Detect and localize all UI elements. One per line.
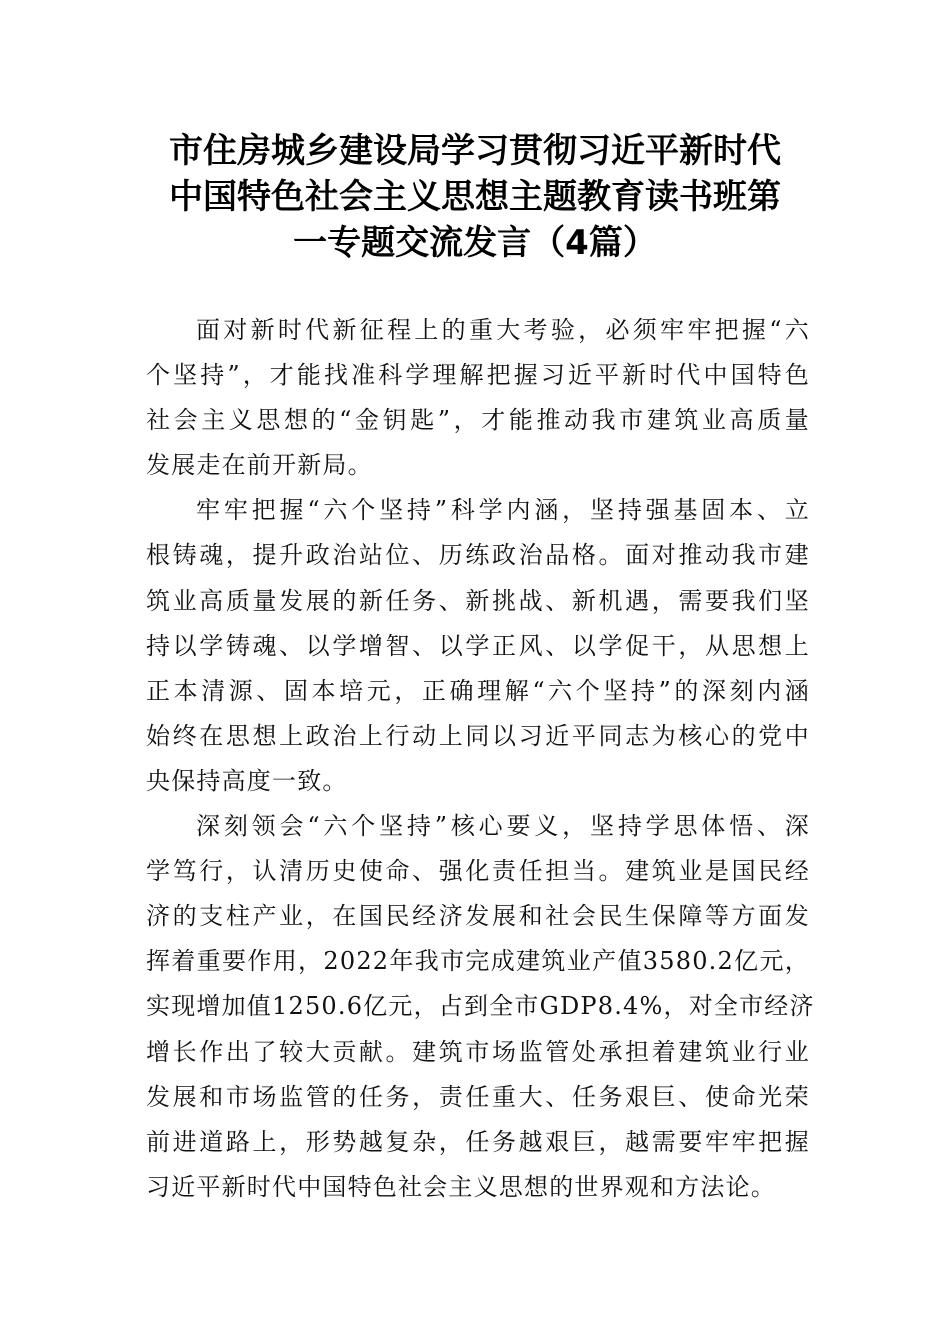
paragraph-line: 济的支柱产业，在国民经济发展和社会民生保障等方面发 [146,902,810,931]
paragraph-line: 学笃行，认清历史使命、强化责任担当。建筑业是国民经 [146,857,810,886]
paragraph-line: 习近平新时代中国特色社会主义思想的世界观和方法论。 [146,1172,776,1201]
paragraph-line: 持以学铸魂、以学增智、以学正风、以学促干，从思想上 [146,631,810,660]
paragraph-line: 增长作出了较大贡献。建筑市场监管处承担着建筑业行业 [146,1037,810,1066]
paragraph-line: 正本清源、固本培元，正确理解“六个坚持”的深刻内涵 [146,676,810,705]
paragraph-line: 发展走在前开新局。 [146,451,373,480]
paragraph-line: 个坚持”，才能找准科学理解把握习近平新时代中国特色 [146,361,810,390]
paragraph-line: 发展和市场监管的任务，责任重大、任务艰巨、使命光荣 [146,1082,810,1111]
title-line-3: 一专题交流发言（4篇） [293,223,657,263]
paragraph-line: 前进道路上，形势越复杂，任务越艰巨，越需要牢牢把握 [146,1127,810,1156]
paragraph-1 [146,308,810,488]
paragraph-2 [146,488,810,804]
title-line-1: 市住房城乡建设局学习贯彻习近平新时代 [169,131,781,171]
paragraph-line: 实现增加值1250.6亿元，占到全市GDP8.4%，对全市经济 [146,992,815,1021]
document-body [146,308,815,1210]
paragraph-3 [146,804,815,1210]
paragraph-line: 牢牢把握“六个坚持”科学内涵，坚持强基固本、立 [196,496,810,525]
paragraph-line: 筑业高质量发展的新任务、新挑战、新机遇，需要我们坚 [146,586,810,615]
title-line-2: 中国特色社会主义思想主题教育读书班第 [169,177,781,217]
paragraph-line: 社会主义思想的“金钥匙”，才能推动我市建筑业高质量 [146,406,810,435]
paragraph-line: 始终在思想上政治上行动上同以习近平同志为核心的党中 [146,721,810,750]
paragraph-line: 央保持高度一致。 [146,766,348,795]
paragraph-line: 深刻领会“六个坚持”核心要义，坚持学思体悟、深 [196,812,810,841]
paragraph-line: 面对新时代新征程上的重大考验，必须牢牢把握“六 [196,316,810,344]
paragraph-line: 挥着重要作用，2022年我市完成建筑业产值3580.2亿元， [146,947,810,976]
document-title [110,128,840,266]
paragraph-line: 根铸魂，提升政治站位、历练政治品格。面对推动我市建 [146,541,810,570]
